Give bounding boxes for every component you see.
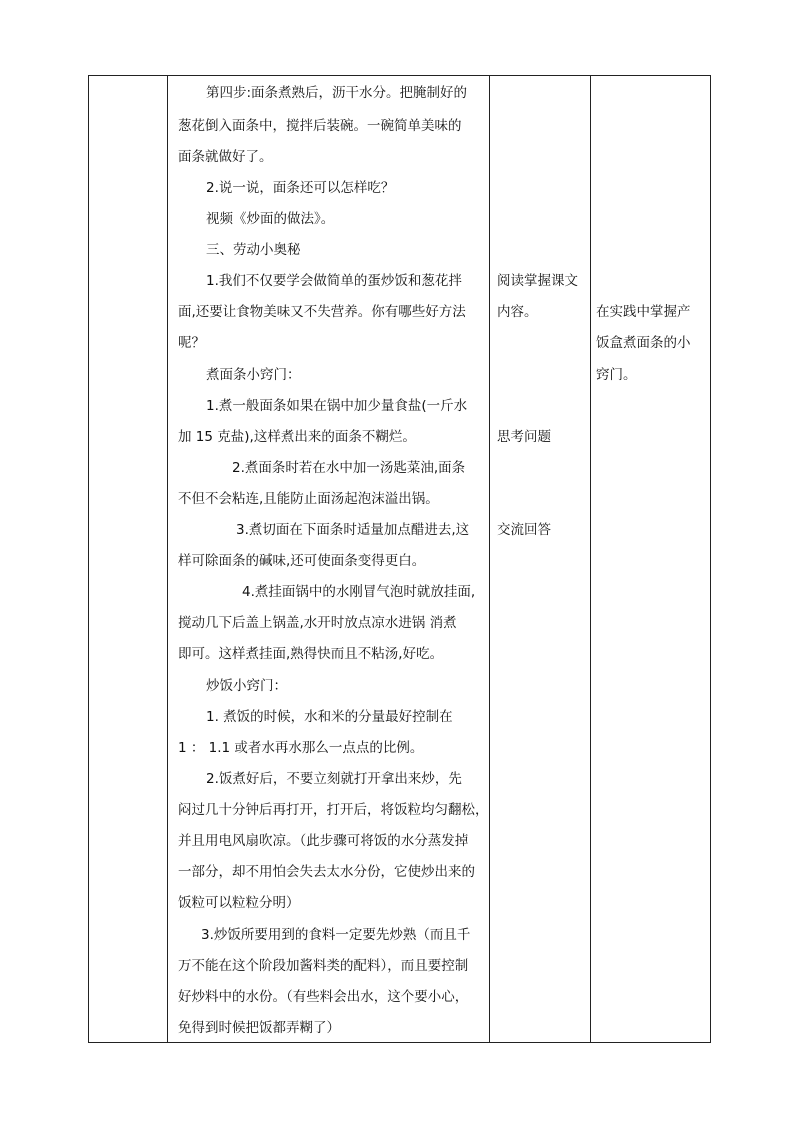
content-line: 一部分，却不用怕会失去太水分份，它使炒出来的 [178,864,475,880]
content-line: 2.说一说，面条还可以怎样吃？ [206,180,395,196]
content-line: 样可除面条的碱味,还可使面条变得更白。 [178,553,426,569]
content-line: 葱花倒入面条中，搅拌后装碗。一碗简单美味的 [178,118,462,134]
student-activity-line: 内容。 [497,304,538,320]
content-line: 3.煮切面在下面条时适量加点醋进去,这 [236,522,470,538]
student-activity-line: 阅读掌握课文 [497,273,578,289]
content-line: 面条就做好了。 [178,149,273,165]
content-line: 加 15 克盐),这样煮出来的面条不糊烂。 [178,429,416,445]
content-line: 万不能在这个阶段加酱料类的配料），而且要控制 [178,958,469,974]
content-line: 1.煮一般面条如果在锅中加少量食盐(一斤水 [206,398,468,414]
content-line: 好炒料中的水份。（有些料会出水，这个要小心， [178,989,469,1005]
subheading: 炒饭小窍门： [206,678,287,694]
content-line: 闷过几十分钟后再打开，打开后，将饭粒均匀翻松， [178,802,489,818]
content-line: 4.煮挂面锅中的水刚冒气泡时就放挂面, [242,584,476,600]
content-line: 视频《炒面的做法》。 [206,211,335,227]
content-line: 1 ： 1.1 或者水再水那么一点点的比例。 [178,740,424,756]
content-line: 1.我们不仅要学会做简单的蛋炒饭和葱花拌 [206,273,462,289]
table-row [89,76,711,1043]
design-intent-line: 饭盒煮面条的小 [596,335,691,351]
subheading: 煮面条小窍门： [206,367,301,383]
content-line: 搅动几下后盖上锅盖,水开时放点凉水进锅 消煮 [178,615,457,631]
content-line: 即可。这样煮挂面,熟得快而且不粘汤,好吃。 [178,646,444,662]
content-line: 2.煮面条时若在水中加一汤匙菜油,面条 [232,460,466,476]
content-line: 并且用电风扇吹凉。（此步骤可将饭的水分蒸发掉 [178,833,469,849]
design-intent-line: 窍门。 [596,367,637,383]
content-line: 第四步:面条煮熟后，沥干水分。把腌制好的 [206,85,468,101]
content-line: 1. 煮饭的时候，水和米的分量最好控制在 [206,709,453,725]
student-activity-line: 思考问题 [497,429,551,445]
section-heading: 三、劳动小奥秘 [206,242,301,258]
content-line: 面,还要让食物美味又不失营养。你有哪些好方法 [178,304,466,320]
student-activity-line: 交流回答 [497,522,551,538]
content-line: 呢？ [178,335,205,351]
content-line: 饭粒可以粒粒分明） [178,895,300,911]
student-activity-cell [490,76,591,1043]
design-intent-line: 在实践中掌握产 [596,304,691,320]
content-line: 免得到时候把饭都弄糊了） [178,1020,340,1036]
lesson-plan-table [88,75,711,1043]
content-line: 2.饭煮好后，不要立刻就打开拿出来炒，先 [206,771,462,787]
content-line: 3.炒饭所要用到的食料一定要先炒熟（而且千 [201,927,471,943]
stage-cell [89,76,168,1043]
teaching-content-cell [168,76,490,1043]
content-line: 不但不会粘连,且能防止面汤起泡沫溢出锅。 [178,491,439,507]
design-intent-cell [591,76,711,1043]
